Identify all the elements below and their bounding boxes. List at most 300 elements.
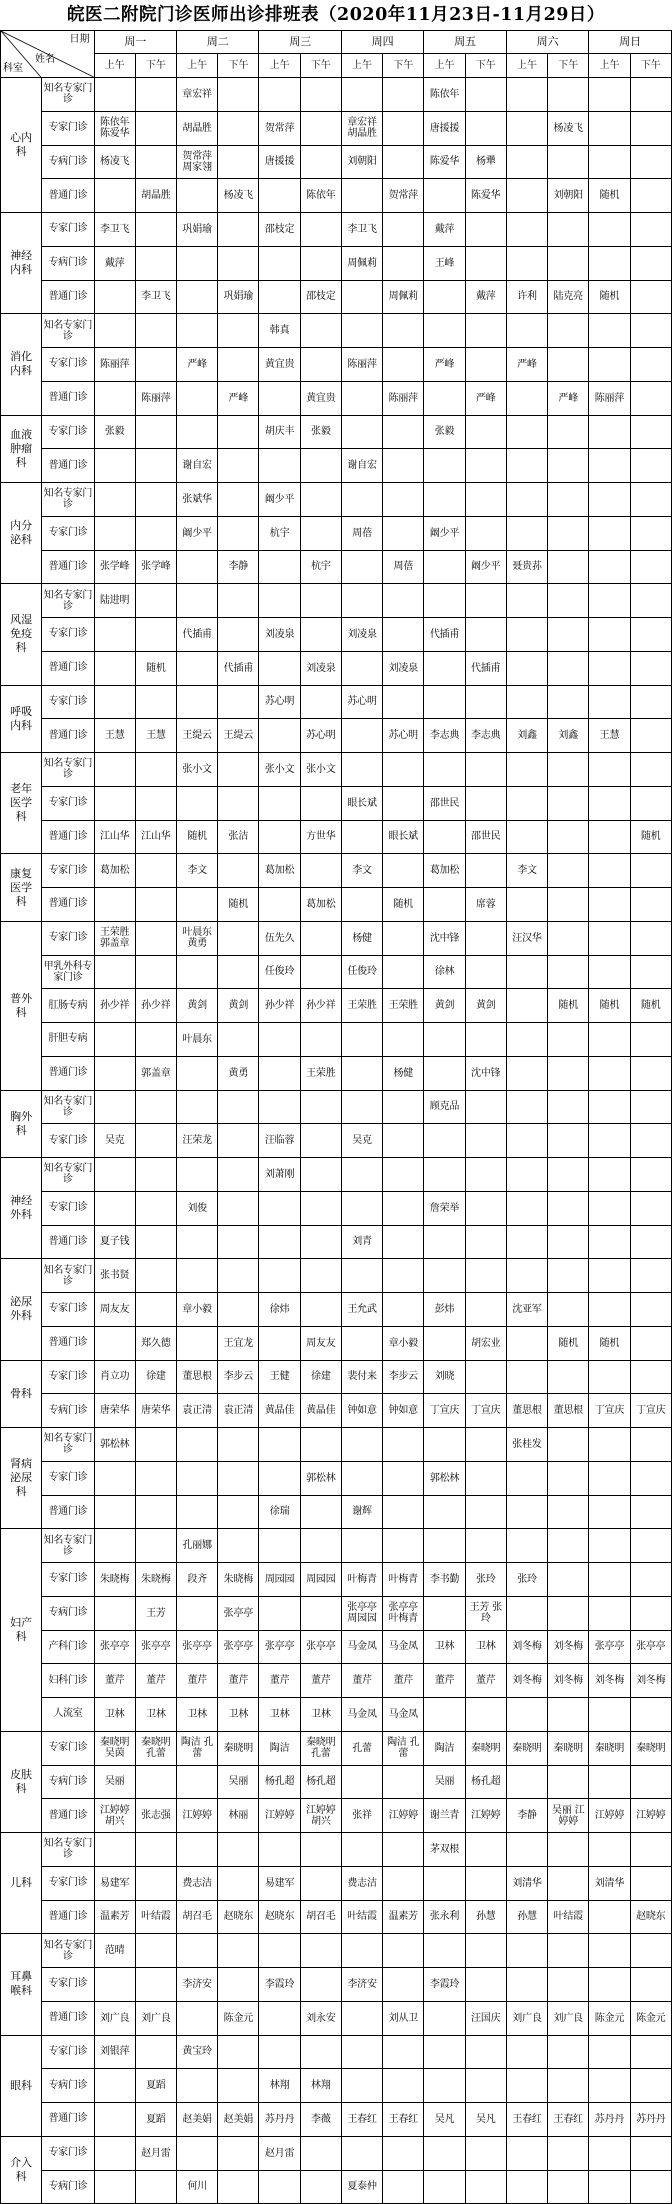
doctor-cell: 严峰 [177,348,218,382]
doctor-cell [300,921,341,955]
doctor-cell [177,246,218,280]
doctor-cell: 阚少平 [177,516,218,550]
schedule-row [1,1394,672,1428]
schedule-row [1,314,672,348]
doctor-cell: 孔蕾 [341,1731,382,1765]
doctor-cell [589,1968,630,2002]
doctor-cell [218,2069,259,2103]
doctor-cell [94,1596,135,1630]
clinic-type: 普通门诊 [42,888,94,922]
doctor-cell: 陈依年 [300,179,341,213]
doctor-cell [135,1293,176,1327]
doctor-cell: 张学峰 [94,550,135,584]
doctor-cell [465,685,506,719]
doctor-cell [218,483,259,517]
doctor-cell [383,1259,424,1293]
doctor-cell [135,2035,176,2069]
doctor-cell: 肖立功 [94,1360,135,1394]
clinic-type: 专病门诊 [42,2069,94,2103]
doctor-cell [630,1090,671,1124]
doctor-cell: 黄剑 [218,989,259,1023]
doctor-cell [506,314,547,348]
doctor-cell: 李静 [218,550,259,584]
doctor-cell: 李卫飞 [94,213,135,247]
doctor-cell: 赵美娟 [177,2103,218,2137]
doctor-cell: 刘俊 [177,1191,218,1225]
doctor-cell: 陈金元 [218,2001,259,2035]
doctor-cell: 张永利 [424,1900,465,1934]
clinic-type: 专家门诊 [42,786,94,820]
doctor-cell: 张书贤 [94,1259,135,1293]
doctor-cell: 卫林 [465,1630,506,1664]
doctor-cell [300,1124,341,1158]
doctor-cell [300,1428,341,1462]
doctor-cell [506,1529,547,1563]
doctor-cell [135,921,176,955]
doctor-cell: 李卫飞 [135,280,176,314]
doctor-cell: 王芳 [135,1596,176,1630]
doctor-cell [259,1529,300,1563]
doctor-cell: 刘朝阳 [341,145,382,179]
clinic-type: 专病门诊 [42,1394,94,1428]
clinic-type: 知名专家门诊 [42,1090,94,1124]
doctor-cell: 黄宜贵 [300,381,341,415]
doctor-cell [94,618,135,652]
doctor-cell: 随机 [630,989,671,1023]
doctor-cell [548,2170,589,2204]
doctor-cell: 张亭亭 [218,1630,259,1664]
doctor-cell: 叶结霞 [135,1900,176,1934]
doctor-cell: 费志洁 [341,1866,382,1900]
doctor-cell [465,2069,506,2103]
clinic-type: 普通门诊 [42,1900,94,1934]
doctor-cell [506,2170,547,2204]
doctor-cell: 张小文 [300,753,341,787]
doctor-cell: 董芹 [135,1664,176,1698]
doctor-cell [506,1158,547,1192]
doctor-cell [465,1124,506,1158]
doctor-cell [135,1765,176,1799]
doctor-cell: 苏心明 [383,719,424,753]
doctor-cell [424,2170,465,2204]
doctor-cell [94,2103,135,2137]
doctor-cell [341,1934,382,1968]
schedule-row [1,1934,672,1968]
doctor-cell: 刘广良 [548,2001,589,2035]
doctor-cell [218,449,259,483]
doctor-cell: 陈丽萍 [341,348,382,382]
doctor-cell [630,381,671,415]
doctor-cell [465,1225,506,1259]
doctor-cell: 沈中锋 [465,1056,506,1090]
doctor-cell [548,1934,589,1968]
doctor-cell: 董思根 [177,1360,218,1394]
doctor-cell: 秦晓明 [630,1731,671,1765]
doctor-cell: 卫林 [424,1630,465,1664]
doctor-cell [135,1090,176,1124]
doctor-cell [383,145,424,179]
doctor-cell [383,1833,424,1867]
doctor-cell [383,2069,424,2103]
doctor-cell [135,1968,176,2002]
doctor-cell [383,246,424,280]
doctor-cell [259,1934,300,1968]
doctor-cell [630,1495,671,1529]
doctor-cell [383,1158,424,1192]
doctor-cell [218,753,259,787]
doctor-cell [465,584,506,618]
doctor-cell: 吴克 [94,1124,135,1158]
doctor-cell [341,584,382,618]
clinic-type: 知名专家门诊 [42,753,94,787]
doctor-cell [589,246,630,280]
doctor-cell: 秦晓明 [218,1731,259,1765]
schedule-row [1,348,672,382]
doctor-cell [218,854,259,888]
doctor-cell: 袁正清 [177,1394,218,1428]
doctor-cell [300,78,341,112]
doctor-cell [259,888,300,922]
doctor-cell [548,516,589,550]
doctor-cell [383,78,424,112]
doctor-cell [630,78,671,112]
am-header: 上午 [341,54,382,78]
doctor-cell [506,111,547,145]
doctor-cell: 江婷婷 胡兴 [300,1799,341,1833]
doctor-cell [341,483,382,517]
doctor-cell [259,651,300,685]
doctor-cell: 丁宣庆 [424,1394,465,1428]
pm-header: 下午 [465,54,506,78]
doctor-cell [94,2069,135,2103]
doctor-cell [259,1090,300,1124]
doctor-cell: 孙慧 [465,1900,506,1934]
doctor-cell: 段齐 [177,1563,218,1597]
doctor-cell [465,314,506,348]
schedule-row [1,1225,672,1259]
schedule-row [1,651,672,685]
doctor-cell [300,449,341,483]
doctor-cell [630,786,671,820]
doctor-cell [630,1326,671,1360]
doctor-cell: 赵晓东 [259,1900,300,1934]
doctor-cell: 杨犟 [465,145,506,179]
doctor-cell: 张毅 [94,415,135,449]
doctor-cell: 彭炜 [424,1293,465,1327]
doctor-cell: 苏丹丹 [259,2103,300,2137]
doctor-cell: 卫林 [94,1698,135,1732]
doctor-cell: 陶洁 孔蕾 [177,1731,218,1765]
doctor-cell: 朱晓梅 [94,1563,135,1597]
doctor-cell [135,685,176,719]
doctor-cell [630,584,671,618]
schedule-row [1,1968,672,2002]
schedule-row [1,1529,672,1563]
doctor-cell: 葛加松 [94,854,135,888]
doctor-cell: 钟如意 [383,1394,424,1428]
doctor-cell: 戴萍 [94,246,135,280]
doctor-cell: 张亭亭 [259,1630,300,1664]
doctor-cell [177,280,218,314]
doctor-cell [424,1428,465,1462]
department-name: 泌尿外科 [1,1259,42,1360]
doctor-cell: 杨凌飞 [94,145,135,179]
doctor-cell [630,1259,671,1293]
doctor-cell [465,246,506,280]
doctor-cell [259,786,300,820]
doctor-cell: 林翔 [259,2069,300,2103]
doctor-cell [259,719,300,753]
doctor-cell: 张小文 [259,753,300,787]
doctor-cell [94,516,135,550]
pm-header: 下午 [548,54,589,78]
doctor-cell [589,1090,630,1124]
doctor-cell [300,1495,341,1529]
doctor-cell [177,2136,218,2170]
doctor-cell: 江婷婷 [177,1799,218,1833]
doctor-cell [300,2170,341,2204]
doctor-cell: 刘冬梅 [548,1664,589,1698]
doctor-cell [589,2069,630,2103]
day-header-tue: 周二 [177,31,259,54]
doctor-cell: 吴克 [341,1124,382,1158]
doctor-cell [218,516,259,550]
doctor-cell: 严峰 [424,348,465,382]
doctor-cell: 谢辉 [341,1495,382,1529]
clinic-type: 知名专家门诊 [42,584,94,618]
schedule-row [1,1158,672,1192]
schedule-row [1,483,672,517]
doctor-cell [424,1158,465,1192]
doctor-cell [548,1259,589,1293]
department-name: 康复医学科 [1,854,42,922]
schedule-row [1,1090,672,1124]
clinic-type: 知名专家门诊 [42,1934,94,1968]
clinic-type: 知名专家门诊 [42,1529,94,1563]
doctor-cell: 张斌华 [177,483,218,517]
doctor-cell: 吴丽 [94,1765,135,1799]
clinic-type: 普通门诊 [42,719,94,753]
clinic-type: 专家门诊 [42,1124,94,1158]
schedule-row [1,820,672,854]
doctor-cell [218,1158,259,1192]
doctor-cell [341,2136,382,2170]
doctor-cell: 董芹 [300,1664,341,1698]
doctor-cell: 黄剑 [424,989,465,1023]
doctor-cell: 秦晓明 [589,1731,630,1765]
doctor-cell: 刘朝阳 [548,179,589,213]
doctor-cell [589,314,630,348]
doctor-cell: 戴萍 [465,280,506,314]
doctor-cell: 董芹 [259,1664,300,1698]
clinic-type: 专家门诊 [42,854,94,888]
doctor-cell [300,1090,341,1124]
doctor-cell [465,2136,506,2170]
schedule-table [0,30,672,2204]
doctor-cell: 刘广良 [135,2001,176,2035]
clinic-type: 专家门诊 [42,921,94,955]
doctor-cell [94,651,135,685]
doctor-cell: 朱晓梅 [218,1563,259,1597]
doctor-cell [589,1765,630,1799]
day-header-fri: 周五 [424,31,506,54]
doctor-cell: 刘清华 [506,1866,547,1900]
doctor-cell [465,786,506,820]
doctor-cell [177,1765,218,1799]
doctor-cell [465,449,506,483]
doctor-cell [341,179,382,213]
doctor-cell [630,2035,671,2069]
doctor-cell: 孙少祥 [259,989,300,1023]
doctor-cell [135,618,176,652]
doctor-cell: 李文 [177,854,218,888]
doctor-cell: 代插甫 [465,651,506,685]
doctor-cell [383,685,424,719]
doctor-cell: 江山华 [94,820,135,854]
doctor-cell [94,1191,135,1225]
doctor-cell [383,483,424,517]
doctor-cell: 苏丹丹 [589,2103,630,2137]
doctor-cell [548,1596,589,1630]
doctor-cell [424,2136,465,2170]
doctor-cell [300,685,341,719]
doctor-cell [135,78,176,112]
doctor-cell [465,1495,506,1529]
clinic-type: 专家门诊 [42,1191,94,1225]
doctor-cell [589,1023,630,1057]
doctor-cell [548,1833,589,1867]
doctor-cell [259,1326,300,1360]
department-name: 耳鼻喉科 [1,1934,42,2035]
doctor-cell: 杨孔超 [259,1765,300,1799]
doctor-cell [548,1124,589,1158]
doctor-cell: 郭盖章 [135,1056,176,1090]
doctor-cell [506,584,547,618]
doctor-cell [589,1360,630,1394]
doctor-cell [424,449,465,483]
schedule-row [1,1698,672,1732]
doctor-cell [383,921,424,955]
doctor-cell: 陶洁 [259,1731,300,1765]
doctor-cell [506,1023,547,1057]
doctor-cell [218,1259,259,1293]
doctor-cell [548,78,589,112]
doctor-cell: 阚少平 [259,483,300,517]
doctor-cell [300,1596,341,1630]
doctor-cell [630,854,671,888]
doctor-cell: 张亭亭 [630,1630,671,1664]
schedule-row [1,618,672,652]
doctor-cell [506,1495,547,1529]
doctor-cell: 周园园 [300,1563,341,1597]
doctor-cell: 汪汉华 [506,921,547,955]
doctor-cell [548,888,589,922]
doctor-cell [259,1428,300,1462]
doctor-cell [177,888,218,922]
doctor-cell: 张祥 [341,1799,382,1833]
schedule-row [1,1799,672,1833]
doctor-cell [259,1023,300,1057]
doctor-cell [383,2035,424,2069]
doctor-cell: 赵月雷 [259,2136,300,2170]
pm-header: 下午 [630,54,671,78]
doctor-cell [383,955,424,989]
doctor-cell [548,1968,589,2002]
doctor-cell [135,111,176,145]
department-name: 眼科 [1,2035,42,2136]
doctor-cell [341,1259,382,1293]
doctor-cell [177,955,218,989]
doctor-cell: 张玲 [465,1563,506,1597]
doctor-cell [589,1461,630,1495]
doctor-cell: 王允武 [341,1293,382,1327]
am-header: 上午 [94,54,135,78]
doctor-cell [548,955,589,989]
doctor-cell: 刘从卫 [383,2001,424,2035]
doctor-cell: 唐荣华 [135,1394,176,1428]
doctor-cell [300,483,341,517]
doctor-cell [630,280,671,314]
doctor-cell [218,786,259,820]
doctor-cell [630,1461,671,1495]
clinic-type: 普通门诊 [42,280,94,314]
schedule-row [1,2170,672,2204]
doctor-cell [548,921,589,955]
doctor-cell: 杨健 [341,921,382,955]
doctor-cell [506,145,547,179]
doctor-cell [424,1934,465,1968]
doctor-cell: 徐炜 [259,1293,300,1327]
doctor-cell: 章小毅 [383,1326,424,1360]
doctor-cell [506,483,547,517]
doctor-cell [177,2001,218,2035]
doctor-cell: 李卫飞 [341,213,382,247]
doctor-cell: 董芹 [424,1664,465,1698]
doctor-cell: 黄剑 [177,989,218,1023]
doctor-cell: 李步云 [383,1360,424,1394]
doctor-cell: 杨孔超 [465,1765,506,1799]
doctor-cell: 李霞玲 [259,1968,300,2002]
doctor-cell [424,1529,465,1563]
doctor-cell: 秦晓明 孔蕾 [300,1731,341,1765]
doctor-cell [465,1934,506,1968]
doctor-cell [177,1225,218,1259]
doctor-cell: 严峰 [218,381,259,415]
doctor-cell [465,348,506,382]
schedule-row [1,1360,672,1394]
schedule-row [1,1731,672,1765]
doctor-cell [548,786,589,820]
schedule-row [1,989,672,1023]
doctor-cell [506,1191,547,1225]
doctor-cell: 刘冬梅 [506,1664,547,1698]
doctor-cell [135,955,176,989]
doctor-cell [506,618,547,652]
am-header: 上午 [506,54,547,78]
doctor-cell: 章小毅 [177,1293,218,1327]
doctor-cell [424,280,465,314]
doctor-cell: 叶结霞 [341,1900,382,1934]
doctor-cell [383,1090,424,1124]
doctor-cell: 钟如意 [341,1394,382,1428]
doctor-cell [300,1968,341,2002]
doctor-cell [135,1428,176,1462]
doctor-cell: 叶梅青 [341,1563,382,1597]
doctor-cell: 巩娟瑜 [218,280,259,314]
doctor-cell [300,584,341,618]
doctor-cell [465,753,506,787]
doctor-cell [548,1529,589,1563]
